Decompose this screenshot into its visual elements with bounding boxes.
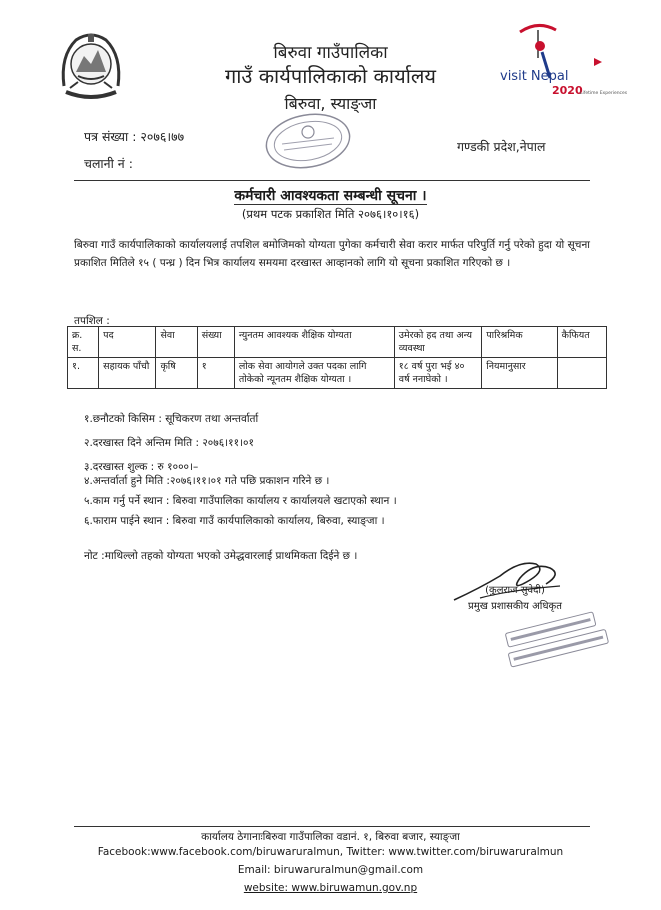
header-age-limit: उमेरको हद तथा अन्य व्यवस्था [394, 327, 481, 358]
letter-number: पत्र संख्या : २०७६।७७ [84, 129, 185, 144]
office-name: गाउँ कार्यपालिकाको कार्यालय [224, 64, 437, 88]
cell-remarks [557, 358, 606, 389]
notice-subtitle: (प्रथम पटक प्रकाशित मिति २०७६।१०।१६) [241, 207, 420, 221]
cell-service: कृषि [156, 358, 197, 389]
condition-item: १.छनौटको किसिम : सूचिकरण तथा अन्तर्वार्ता [84, 413, 259, 425]
note-text: नोट :माथिल्लो तहको योग्यता भएको उमेद्धवारलाई प्राथमिकता दिईने छ । [84, 550, 358, 562]
condition-item: ५.काम गर्नु पर्ने स्थान : बिरुवा गाउँपालिका कार्यालय र कार्यालयले खटाएको स्थान । [84, 495, 397, 507]
cell-count: १ [197, 358, 234, 389]
header-remuneration: पारिश्रमिक [482, 327, 557, 358]
province-name: गण्डकी प्रदेश,नेपाल [457, 139, 546, 154]
signatory-name: (कुलराज सुवेदी) [485, 585, 545, 596]
vacancy-table [67, 326, 607, 389]
header-serial: क्र. स. [68, 327, 99, 358]
condition-item: ४.अन्तर्वार्ता हुने मिति :२०७६।११।०१ गते पछि प्रकाशन गरिने छ । [84, 475, 330, 487]
visit-nepal-logo [498, 18, 628, 102]
table-header-row [68, 327, 607, 358]
cell-age-limit: १८ वर्ष पुरा भई ४० वर्ष ननाघेको । [394, 358, 481, 389]
cell-serial: १. [68, 358, 99, 389]
municipality-name: बिरुवा गाउँपालिका [273, 43, 388, 63]
header-qualification: न्युनतम आवश्यक शैक्षिक योग्यता [234, 327, 394, 358]
footer-email[interactable]: Email: biruwaruralmun@gmail.com [237, 864, 424, 876]
visit-nepal-text: visit Nepal [500, 69, 569, 84]
footer-address: कार्यालय ठेगानाःबिरुवा गाउँपालिका वडानं. १, बिरुवा बजार, स्याङ्जा [201, 831, 460, 843]
office-seal-icon [262, 110, 354, 172]
notice-paragraph: बिरुवा गाउँ कार्यपालिकाको कार्यालयलाई तपशिल बमोजिमको योग्यता पुगेका कर्मचारी सेवा करार मार्फत परिपुर्ति गर्नु परेको हुदा यो सूचना प्रकाशित मितिले १५ ( पन्ध्र ) दिन भित्र कार्यालय समयमा दरखास्त आव्हानको लागि यो सूचना प्रकाशित गरिएको छ । [74, 239, 590, 269]
header-service: सेवा [156, 327, 197, 358]
condition-item: २.दरखास्त दिने अन्तिम मिति : २०७६।११।०१ [84, 437, 254, 449]
cell-post: सहायक पाँचौ [99, 358, 156, 389]
dispatch-number: चलानी नं : [84, 156, 133, 171]
header-remarks: कैफियत [557, 327, 606, 358]
header-count: संख्या [197, 327, 234, 358]
signatory-designation: प्रमुख प्रशासकीय अधिकृत [468, 601, 562, 612]
cell-remuneration: नियमानुसार [482, 358, 557, 389]
footer-website[interactable]: website: www.biruwamun.gov.np [243, 882, 418, 894]
footer-divider [74, 826, 590, 827]
condition-item: ६.फाराम पाईने स्थान : बिरुवा गाउँ कार्यपालिकाको कार्यालय, बिरुवा, स्याङ्जा । [84, 515, 385, 527]
cell-qualification: लोक सेवा आयोगले उक्त पदका लागि तोकेको न्यूनतम शैक्षिक योग्यता । [234, 358, 394, 389]
table-label: तपशिल : [74, 315, 110, 327]
visit-nepal-tag: Lifetime Experiences [580, 91, 628, 96]
header-divider [74, 180, 590, 181]
footer-social-links[interactable]: Facebook:www.facebook.com/biruwaruralmun, Twitter: www.twitter.com/biruwaruralmun [97, 846, 564, 858]
notice-title: कर्मचारी आवश्यकता सम्बन्धी सूचना । [234, 188, 427, 204]
header-post: पद [99, 327, 156, 358]
name-stamp-icon [502, 606, 622, 670]
condition-item: ३.दरखास्त शुल्क : रु १०००।– [84, 461, 199, 473]
table-row [68, 358, 607, 389]
office-location: बिरुवा, स्याङ्जा [284, 94, 377, 113]
visit-nepal-year: 2020 [552, 84, 583, 97]
